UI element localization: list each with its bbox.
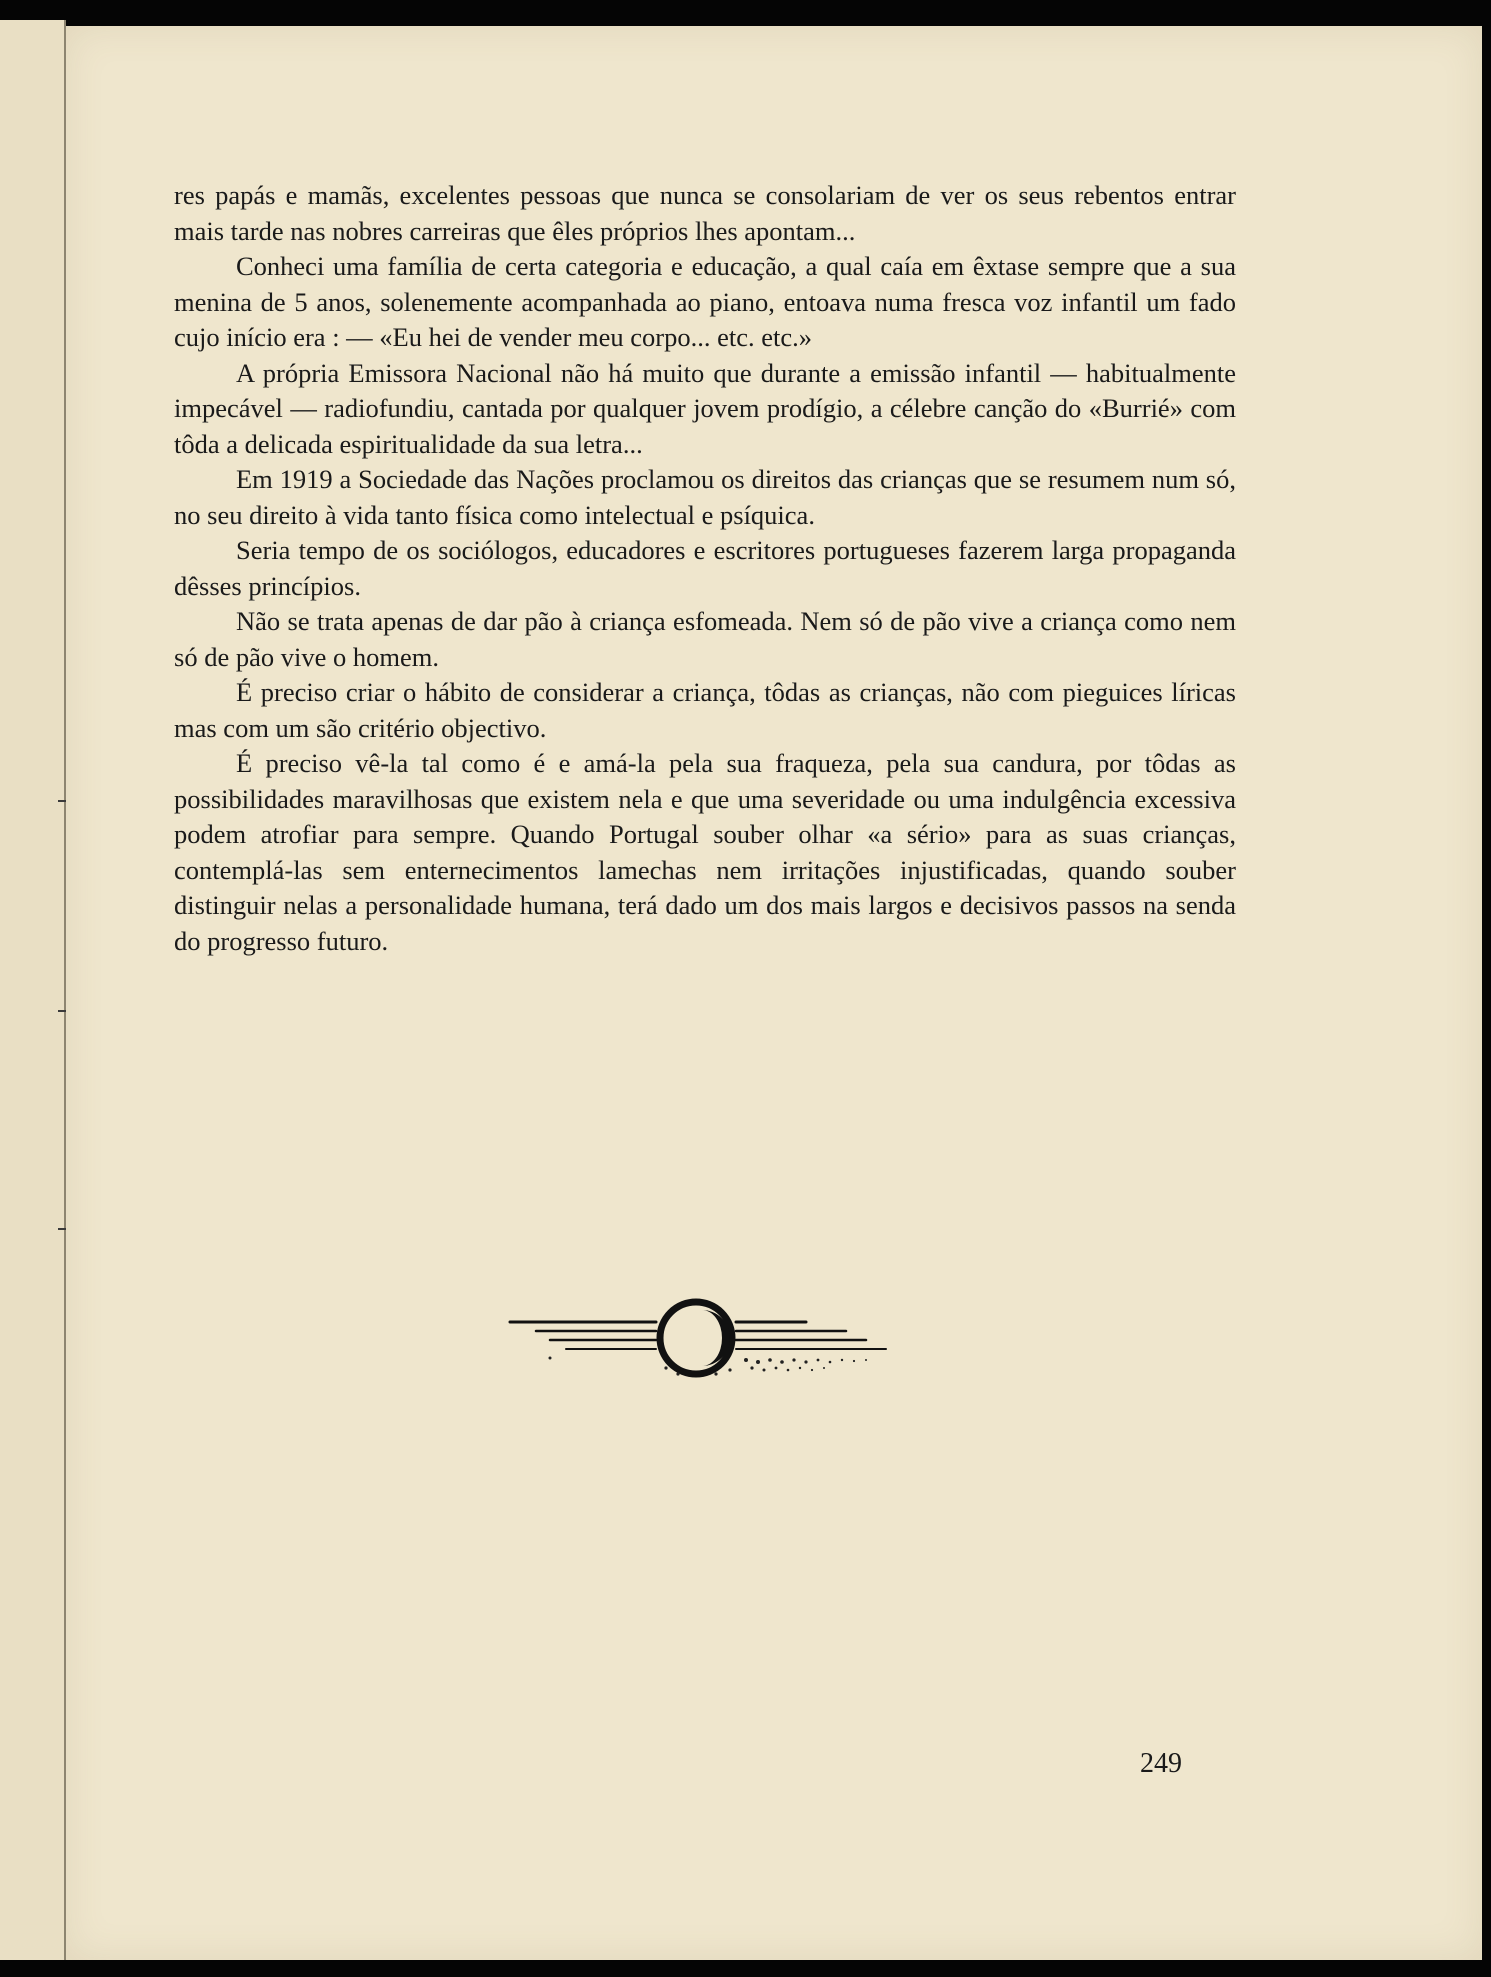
paragraph: res papás e mamãs, excelentes pessoas que nunca se consolariam de ver os seus rebentos entrar mais tarde nas nobres carreiras que êles próprios lhes apontam... xyxy=(174,180,1236,246)
paragraph: Não se trata apenas de dar pão à criança esfomeada. Nem só de pão vive a criança como nem só de pão vive o homem. xyxy=(174,606,1236,672)
paragraph: Seria tempo de os sociólogos, educadores e escritores portugueses fazerem larga propaganda dêsses princípios. xyxy=(174,535,1236,601)
paragraph: É preciso criar o hábito de considerar a criança, tôdas as crianças, não com pieguices líricas mas com um são critério objectivo. xyxy=(174,677,1236,743)
circle-with-speed-lines-ornament-icon xyxy=(506,1298,898,1386)
paragraph: Em 1919 a Sociedade das Nações proclamou os direitos das crianças que se resumem num só, no seu direito à vida tanto física como intelectual e psíquica. xyxy=(174,464,1236,530)
paragraph: Conheci uma família de certa categoria e educação, a qual caía em êxtase sempre que a sua menina de 5 anos, solenemente acompanhada ao piano, entoava numa fresca voz infantil um fado cujo início era : — «Eu hei de vender meu corpo... etc. etc.» xyxy=(174,251,1236,352)
paragraph: É preciso vê-la tal como é e amá-la pela sua fraqueza, pela sua candura, por tôdas as possibilidades maravilhosas que existem nela e que uma severidade ou uma indulgência excessiva podem atrofiar para sempre. Quando Portugal souber olhar «a sério» para as suas crianças, contemplá-las sem enternecimentos lamechas nem irritações injustificadas, quando souber distinguir nelas a personalidade humana, terá dado um dos mais largos e decisivos passos na senda do progresso futuro. xyxy=(174,748,1236,956)
body-text xyxy=(174,178,1236,959)
left-page-edge xyxy=(0,20,66,1960)
paragraph: A própria Emissora Nacional não há muito que durante a emissão infantil — habitualmente impecável — radiofundiu, cantada por qualquer jovem prodígio, a célebre canção do «Burrié» com tôda a delicada espiritualidade da sua letra... xyxy=(174,357,1236,459)
page-number: 249 xyxy=(1140,1748,1182,1779)
